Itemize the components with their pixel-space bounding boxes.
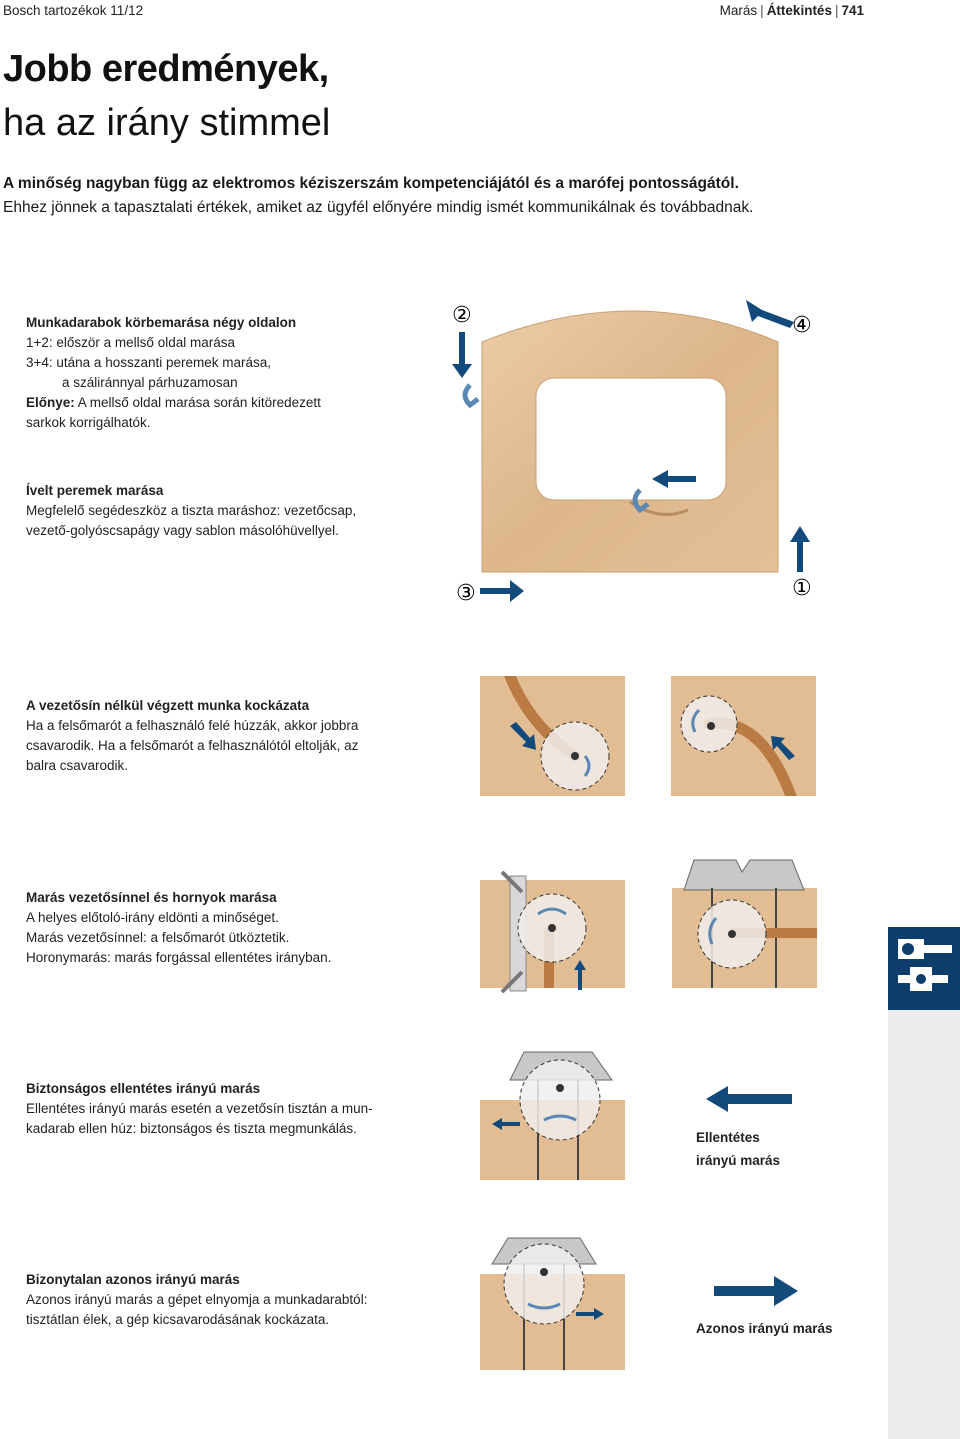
section-guide-rail (26, 888, 331, 968)
arrow-up-left-icon (746, 300, 794, 328)
figure-number-1: ① (792, 576, 812, 601)
section-line: 1+2: először a mellső oldal marása (26, 335, 235, 350)
arrow-up-icon (790, 526, 810, 572)
header-left: Bosch tartozékok 11/12 (3, 3, 144, 18)
section-line: balra csavarodik. (26, 758, 129, 773)
section-climb-milling (26, 1270, 367, 1330)
workpiece-figure (440, 290, 840, 610)
section-heading: Marás vezetősínnel és hornyok marása (26, 890, 277, 905)
section-four-sides (26, 313, 321, 433)
section-line: vezető-golyóscsapágy vagy sablon másolóhüvellyel. (26, 523, 339, 538)
intro-text (3, 172, 883, 220)
section-line: tisztátlan élek, a gép kicsavarodásának kockázata. (26, 1312, 330, 1327)
section-line: A helyes előtoló-irány eldönti a minőséget. (26, 910, 279, 925)
router-bit-icon (888, 927, 960, 1010)
counter-label-line: irányú marás (696, 1153, 781, 1168)
arrow-down-icon (452, 332, 472, 378)
chapter-tab[interactable] (888, 927, 960, 1010)
section-heading: Bizonytalan azonos irányú marás (26, 1272, 240, 1287)
header-page-number: 741 (841, 3, 864, 18)
section-counter-milling (26, 1079, 373, 1139)
section-line: Marás vezetősínnel: a felsőmarót ütköztetik. (26, 930, 290, 945)
counter-milling-figure (480, 1044, 625, 1180)
figure-number-3: ③ (456, 581, 476, 606)
intro-bold: A minőség nagyban függ az elektromos kéziszerszám kompetenciájától és a marófej pontosságától. (3, 175, 739, 192)
intro-normal: Ehhez jönnek a tapasztalati értékek, amiket az ügyfél előnyére mindig ismét kommunikálnak és továbbadnak. (3, 199, 754, 216)
figure-number-4: ④ (792, 313, 812, 338)
page-title: Jobb eredmények, (3, 48, 329, 90)
section-curved-edges (26, 481, 356, 541)
no-rail-figure-right (671, 676, 816, 796)
figure-number-2: ② (452, 303, 472, 328)
groove-figure (672, 852, 817, 988)
section-line: Azonos irányú marás a gépet elnyomja a munkadarabtól: (26, 1292, 368, 1307)
section-line: sarkok korrigálhatók. (26, 415, 151, 430)
advantage-text: A mellső oldal marása során kitöredezett (77, 395, 321, 410)
section-line: Horonymarás: marás forgással ellentétes irányban. (26, 950, 332, 965)
section-line: 3+4: utána a hosszanti peremek marása, (26, 355, 272, 370)
rotation-icon (465, 385, 478, 405)
climb-milling-figure (480, 1234, 625, 1370)
arrow-right-icon (714, 1276, 798, 1306)
section-heading: A vezetősín nélkül végzett munka kockázata (26, 698, 310, 713)
header-right: Marás | Áttekintés | 741 (719, 3, 864, 18)
section-line: csavarodik. Ha a felsőmarót a felhasználótól eltolják, az (26, 738, 359, 753)
no-rail-figure-left (480, 676, 625, 796)
section-line: Megfelelő segédeszköz a tiszta maráshoz: vezetőcsap, (26, 503, 357, 518)
section-heading: Munkadarabok körbemarása négy oldalon (26, 315, 297, 330)
counter-label-line: Ellentétes (696, 1130, 760, 1145)
climb-milling-label: Azonos irányú marás (696, 1321, 833, 1336)
section-line: Ellentétes irányú marás esetén a vezetősín tisztán a mun- (26, 1101, 373, 1116)
section-line: a száliránnyal párhuzamosan (62, 375, 238, 390)
arrow-left-icon (706, 1086, 792, 1114)
workpiece-cutout (536, 378, 726, 500)
header-sub: Áttekintés (766, 3, 832, 18)
guide-rail-figure (480, 868, 625, 996)
right-sidebar (888, 1010, 960, 1439)
page-subtitle: ha az irány stimmel (3, 102, 331, 144)
header-section: Marás (719, 3, 758, 18)
section-heading: Ívelt peremek marása (26, 483, 164, 498)
advantage-label: Előnye: (26, 395, 75, 410)
section-heading: Biztonságos ellentétes irányú marás (26, 1081, 261, 1096)
section-advantage (26, 393, 321, 413)
arrow-right-icon (480, 580, 524, 602)
section-no-guide-rail (26, 696, 358, 776)
counter-milling-label (696, 1126, 780, 1172)
section-line: Ha a felsőmarót a felhasználó felé húzzák, akkor jobbra (26, 718, 359, 733)
section-line: kadarab ellen húz: biztonságos és tiszta megmunkálás. (26, 1121, 357, 1136)
